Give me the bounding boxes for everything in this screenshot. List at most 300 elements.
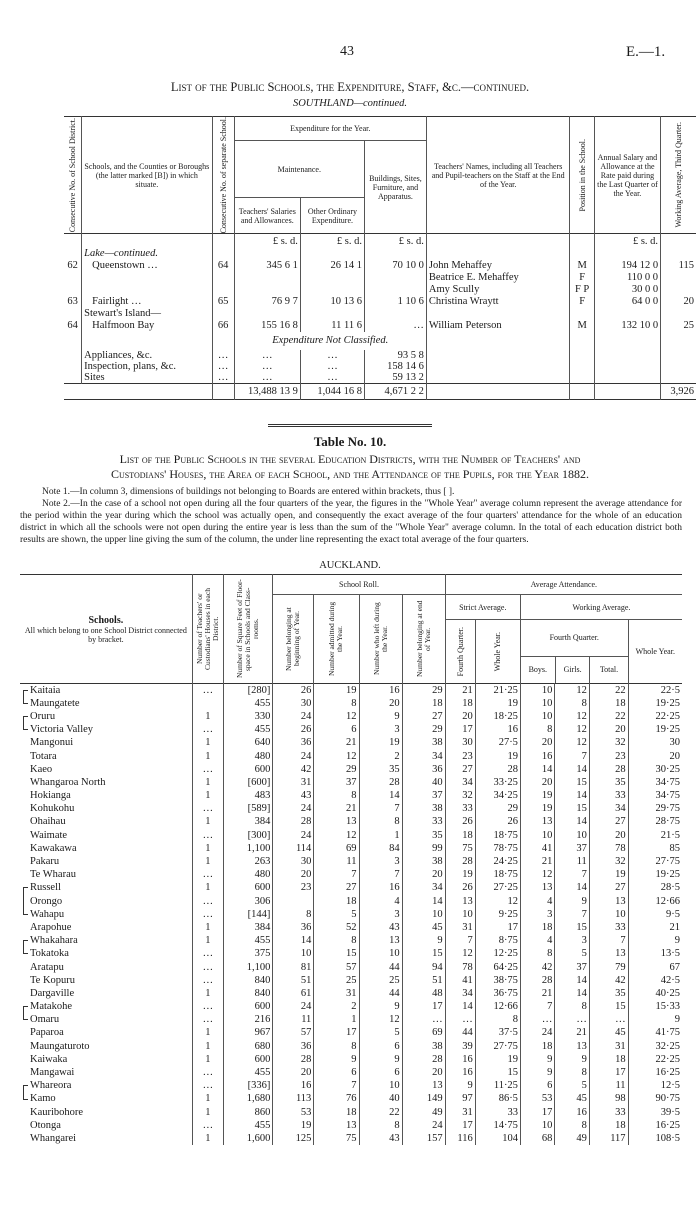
t10-whole-year: 15·33 [655,1001,680,1013]
t9-not-classified-row [64,332,696,350]
t10-girls: 49 [555,1132,589,1145]
t10-admitted: 75 [314,1132,359,1145]
t9-other-expenditure [300,308,364,320]
t10-area: [144] [223,908,273,921]
t10-houses [192,697,223,710]
t10-whole-year: 19·25 [655,697,680,709]
t10-school: Kaitaia [20,684,192,697]
t9-cell [426,234,570,248]
t10-admitted: 9 [314,1053,359,1066]
t10-left: 5 [359,1026,402,1039]
t10-strict-whole: 8 [475,1013,520,1026]
t9-school-no: 65 [212,296,234,308]
t10-beginning: 36 [273,921,314,934]
t10-left: 44 [359,960,402,973]
table-row [20,697,682,710]
t10-beginning: 42 [273,763,314,776]
t10-h-area: Number of Square Feet of Floor-space in Schools and Class-rooms. [235,579,261,679]
t10-total: 45 [589,1026,628,1039]
t10-strict-whole: 27·75 [475,1040,520,1053]
t10-whole-year: 16·25 [655,1067,680,1079]
t10-end: 36 [402,763,445,776]
t10-boys: 8 [520,723,554,736]
t10-girls: 12 [555,710,589,723]
t10-area: 306 [223,895,273,908]
t10-left: 28 [359,776,402,789]
t9-h-names: Teachers' Names, including all Teachers and Pupil-teachers on the Staff at the End of the Year. [426,117,570,234]
bracket-mark [23,1092,28,1099]
t9-district-no [64,248,82,260]
t10-girls: 15 [555,776,589,789]
t10-whole-year: 21·5 [660,829,680,841]
t10-h-end: Number belonging at end of Year. [414,600,432,678]
t10-area: 480 [223,868,273,881]
t10-boys: 4 [520,934,554,947]
table-row [64,272,696,284]
t9-district-no [64,308,82,320]
t10-whole-year: 30·25 [655,763,680,775]
t10-beginning: 51 [273,974,314,987]
t9-other-expenditure: 11 11 6 [300,320,364,332]
t10-area: [589] [223,802,273,815]
table-row [20,908,682,921]
t9-cell [82,332,212,350]
t10-strict-whole: 12·66 [475,1000,520,1013]
t10-whole-year: 85 [669,842,680,854]
t10-left: 6 [359,1066,402,1079]
t10-houses: 1 [192,1053,223,1066]
t10-houses: 1 [192,789,223,802]
t10-beginning: 43 [273,789,314,802]
t10-strict-fourth: 18 [445,697,475,710]
t10-houses: 1 [192,1092,223,1105]
t9-teacher-name: William Peterson [426,320,570,332]
t10-admitted: 8 [314,934,359,947]
t10-whole-year: 67 [669,961,680,973]
t10-admitted: 1 [314,1013,359,1026]
t10-girls: 37 [555,842,589,855]
t9-teacher-salaries: 155 16 8 [234,320,300,332]
t9-lsd: £ s. d. [300,234,364,248]
t10-strict-whole: 19 [475,749,520,762]
t10-strict-fourth: 34 [445,776,475,789]
t9-position: M [570,260,594,272]
t9-school-name: Stewart's Island— [82,308,212,320]
t10-strict-fourth: 28 [445,855,475,868]
t9-h-salary: Annual Salary and Allowance at the Rate paid during the Last Quarter of the Year. [594,117,660,234]
t10-girls: 8 [555,1066,589,1079]
table10 [20,574,682,1145]
bracket-mark [23,1006,28,1013]
t10-area: 1,680 [223,1092,273,1105]
t9-h-schools: Schools, and the Counties or Boroughs (the latter marked [B]) in which situate. [82,117,212,234]
t10-area: [300] [223,829,273,842]
t10-admitted: 12 [314,749,359,762]
t10-school: Otonga [20,1119,192,1132]
t10-total: 117 [589,1132,628,1145]
t10-total: 34 [589,802,628,815]
t10-left: 3 [359,723,402,736]
t9-cell [426,361,570,372]
t9-school-no [212,284,234,296]
t10-houses: … [192,802,223,815]
t10-end: 37 [402,789,445,802]
t10-strict-fourth: 33 [445,802,475,815]
table-row [20,815,682,828]
t10-whole-year: 30 [669,737,680,749]
t10-school: Omaru [20,1013,192,1026]
t10-end: 99 [402,842,445,855]
t10-end: 35 [402,829,445,842]
t9-attendance: 115 [678,260,694,272]
t10-girls: 12 [555,736,589,749]
t10-whole-year: 19·25 [655,869,680,881]
t9-buildings [365,284,427,296]
t9-extra-item: Appliances, &c. [82,350,212,361]
t10-whole-year: 12·66 [655,895,680,907]
bracket-mark [23,1085,28,1092]
table-row [64,296,696,308]
t10-strict-fourth: 30 [445,736,475,749]
t10-houses: … [192,1119,223,1132]
t10-school: Kaeo [20,763,192,776]
t10-girls: 14 [555,987,589,1000]
t10-strict-whole: 28 [475,763,520,776]
t10-beginning: 20 [273,868,314,881]
t10-beginning: 24 [273,1000,314,1013]
t10-boys: 14 [520,763,554,776]
t10-area: [280] [223,684,273,697]
t10-strict-whole: 14·75 [475,1119,520,1132]
t10-end: 51 [402,974,445,987]
t10-strict-whole: 29 [475,802,520,815]
page-number: 43 [340,44,354,59]
t10-left: 84 [359,842,402,855]
t10-school: Russell [20,881,192,894]
t10-area: 840 [223,987,273,1000]
t9-cell [570,383,594,399]
t10-school: Te Wharau [20,868,192,881]
section-code: E.—1. [626,44,666,60]
t10-strict-whole: 33 [475,1106,520,1119]
t10-total: 22 [589,710,628,723]
t10-strict-fourth: 21 [445,684,475,697]
t10-beginning: 31 [273,776,314,789]
t10-whole-year: 20 [669,750,680,762]
t9-h-teach-sal: Teachers' Salaries and Allowances. [234,198,300,234]
t10-admitted: 52 [314,921,359,934]
table-row [20,776,682,789]
bracket-mark [23,690,28,697]
t9-total-buildings: 4,671 2 2 [365,383,427,399]
t9-teacher-name: Beatrice E. Mehaffey [426,272,570,284]
t10-admitted: 17 [314,1026,359,1039]
t9-cell [570,234,594,248]
t10-boys: 8 [520,947,554,960]
t9-cell [594,332,660,350]
table10-heading: Table No. 10. [313,434,387,449]
t10-girls: 15 [555,802,589,815]
t10-boys: 7 [520,1000,554,1013]
t10-strict-fourth: 32 [445,789,475,802]
t10-school: Kohukohu [20,802,192,815]
table9 [64,116,696,400]
t10-girls: 16 [555,1106,589,1119]
t10-end: 29 [402,684,445,697]
t10-beginning: 14 [273,934,314,947]
t10-h-fq: Fourth Quarter. [455,626,465,677]
t9-lsd: £ s. d. [365,234,427,248]
t10-strict-fourth: 19 [445,868,475,881]
t10-houses: 1 [192,842,223,855]
t10-left: 7 [359,868,402,881]
table-row [20,895,682,908]
t10-strict-fourth: 17 [445,1119,475,1132]
t10-houses: … [192,684,223,697]
table-row [64,248,696,260]
t9-cell [64,372,82,384]
t10-houses: 1 [192,1106,223,1119]
t10-strict-whole: 38·75 [475,974,520,987]
table-row [20,974,682,987]
t10-beginning: 36 [273,1040,314,1053]
t10-end: 24 [402,1119,445,1132]
t10-admitted: 21 [314,736,359,749]
t9-salary: 194 12 0 [594,260,660,272]
t10-end: 20 [402,868,445,881]
t10-strict-whole: 19 [475,1053,520,1066]
t10-houses: 1 [192,987,223,1000]
table-row [20,868,682,881]
t10-left: 22 [359,1106,402,1119]
t10-boys: 20 [520,776,554,789]
t10-strict-whole: 34·25 [475,789,520,802]
t10-strict-fourth: 14 [445,1000,475,1013]
t10-beginning: 24 [273,710,314,723]
t10-girls: 8 [555,697,589,710]
t9-lsd-row [64,234,696,248]
t10-area: 384 [223,815,273,828]
t9-cell [594,372,660,384]
bracket-mark [23,723,28,730]
t10-end: 18 [402,697,445,710]
t10-school: Whangaroa North [20,776,192,789]
t10-girls: 9 [555,895,589,908]
table-row [20,710,682,723]
t10-whole-year: 12·5 [660,1080,680,1092]
t10-left: 16 [359,881,402,894]
t10-beginning: 26 [273,723,314,736]
t10-h-total: Total. [599,665,619,674]
t10-beginning: 19 [273,1119,314,1132]
t10-total: 18 [589,1053,628,1066]
t10-left: 10 [359,1079,402,1092]
t10-boys: 10 [520,697,554,710]
t10-area: [600] [223,776,273,789]
t10-girls: 7 [555,868,589,881]
t10-whole-year: 39·5 [660,1106,680,1118]
t10-girls: 37 [555,960,589,973]
t10-boys: 10 [520,710,554,723]
t10-school: Pakaru [20,855,192,868]
t9-salary [594,308,660,320]
t10-strict-whole: 19 [475,697,520,710]
t10-h-strict: Strict Average. [445,595,520,620]
t10-admitted: 69 [314,842,359,855]
t10-girls: 14 [555,763,589,776]
t10-strict-whole: 16 [475,723,520,736]
t10-strict-whole: 24·25 [475,855,520,868]
t10-school: Victoria Valley [20,723,192,736]
t10-area: 1,100 [223,842,273,855]
t9-salary: 64 0 0 [594,296,660,308]
table-row [20,1132,682,1145]
t10-admitted: 8 [314,697,359,710]
t10-end: 17 [402,1000,445,1013]
table-row [20,1106,682,1119]
t10-school: Mangawai [20,1066,192,1079]
bracket-mark [23,895,28,908]
table-row [64,320,696,332]
t10-area: 480 [223,749,273,762]
t10-end: 13 [402,1079,445,1092]
t9-totals-row [64,383,696,399]
divider-rule [268,424,432,427]
t10-girls: 10 [555,829,589,842]
t10-left: 9 [359,1053,402,1066]
t10-houses: … [192,974,223,987]
t10-girls: 8 [555,1119,589,1132]
t10-end: 34 [402,749,445,762]
t10-end: 40 [402,776,445,789]
table-row [20,947,682,960]
t10-end: 45 [402,921,445,934]
t10-boys: 4 [520,895,554,908]
table-row [20,723,682,736]
t9-buildings: … [365,320,427,332]
t9-other-expenditure: 10 13 6 [300,296,364,308]
t10-beginning: 11 [273,1013,314,1026]
t10-left: 10 [359,947,402,960]
t10-strict-whole: 21·25 [475,684,520,697]
t10-beginning: 26 [273,684,314,697]
t10-boys: 17 [520,1106,554,1119]
t10-whole-year: 32·25 [655,1040,680,1052]
t10-strict-whole: 26 [475,815,520,828]
t10-left: 6 [359,1040,402,1053]
table-row [64,372,696,384]
t10-houses: … [192,868,223,881]
t10-left: 8 [359,1119,402,1132]
bracket-mark [23,947,28,954]
t10-left: 35 [359,763,402,776]
t9-h-consec: Consecutive No. of separate School. [218,117,228,234]
table-row [20,829,682,842]
t10-boys: 6 [520,1079,554,1092]
t10-end: 157 [402,1132,445,1145]
t10-girls: 8 [555,1000,589,1013]
t10-strict-whole: 12 [475,895,520,908]
note-2: Note 2.—In the case of a school not open during all the four quarters of the year, the figures in the "Whole Year" average column represent the average attendance for the period within the year during which the school was actually open, and consequently the exact average of the four quarters' attendance for the whole of an education district in which all the schools were not open during the entire year is less than the sum of the "Whole Year" average column. In the total of each education district both results are shown, the upper line giving the sum of the column, the under line representing the exact total average of the four quarters. [20,499,682,545]
t10-houses: 1 [192,815,223,828]
t10-houses: 1 [192,710,223,723]
t9-not-classified: Expenditure Not Classified. [234,332,426,350]
t10-admitted: 11 [314,855,359,868]
t10-beginning: 24 [273,802,314,815]
t9-cell: … [234,361,300,372]
t10-area: 330 [223,710,273,723]
t9-cell: … [234,372,300,384]
t10-left: 9 [359,710,402,723]
t10-admitted: 15 [314,947,359,960]
t10-total: 31 [589,1040,628,1053]
t9-school-name: Fairlight … [82,296,212,308]
table-row [20,1092,682,1105]
t9-cell [82,383,212,399]
table-row [20,881,682,894]
t10-school: Te Kopuru [20,974,192,987]
table-row [20,684,682,697]
t10-houses: 1 [192,1040,223,1053]
t10-school: Mangonui [20,736,192,749]
t10-admitted: 12 [314,710,359,723]
t10-strict-fourth: 78 [445,960,475,973]
t10-h-whole: Whole Year. [635,647,675,656]
t10-end: … [402,1013,445,1026]
t10-beginning: 20 [273,1066,314,1079]
t10-area: 600 [223,1000,273,1013]
t10-boys: 24 [520,1026,554,1039]
t10-beginning: 81 [273,960,314,973]
t10-admitted: 8 [314,789,359,802]
t9-cell [82,234,212,248]
t10-school: Orongo [20,895,192,908]
t9-attendance [661,308,696,320]
t10-whole-year: 27·75 [655,856,680,868]
t10-boys: 13 [520,815,554,828]
t10-beginning: 30 [273,697,314,710]
t9-teacher-name [426,248,570,260]
t10-end: 29 [402,723,445,736]
t10-boys: 3 [520,908,554,921]
t10-houses: … [192,1000,223,1013]
t10-admitted: 12 [314,829,359,842]
t9-total-salaries: 13,488 13 9 [234,383,300,399]
t10-area: 455 [223,1066,273,1079]
t10-beginning: 24 [273,829,314,842]
t10-left: 2 [359,749,402,762]
t10-strict-fourth: 20 [445,710,475,723]
t10-total: 13 [589,895,628,908]
t10-school: Maungatete [20,697,192,710]
t10-admitted: 18 [314,895,359,908]
t9-buildings: 1 10 6 [365,296,427,308]
t9-h-other: Other Ordinary Expenditure. [300,198,364,234]
t10-school: Wahapu [20,908,192,921]
table-row [64,308,696,320]
t10-admitted: 18 [314,1106,359,1119]
t10-total: 20 [589,723,628,736]
t10-beginning: 114 [273,842,314,855]
t10-area: 455 [223,934,273,947]
t10-boys: 10 [520,1119,554,1132]
t10-girls: 14 [555,974,589,987]
t10-end: 38 [402,855,445,868]
t10-girls: 45 [555,1092,589,1105]
t10-girls: 14 [555,815,589,828]
t9-school-name [82,272,212,284]
t9-lsd: £ s. d. [234,234,300,248]
